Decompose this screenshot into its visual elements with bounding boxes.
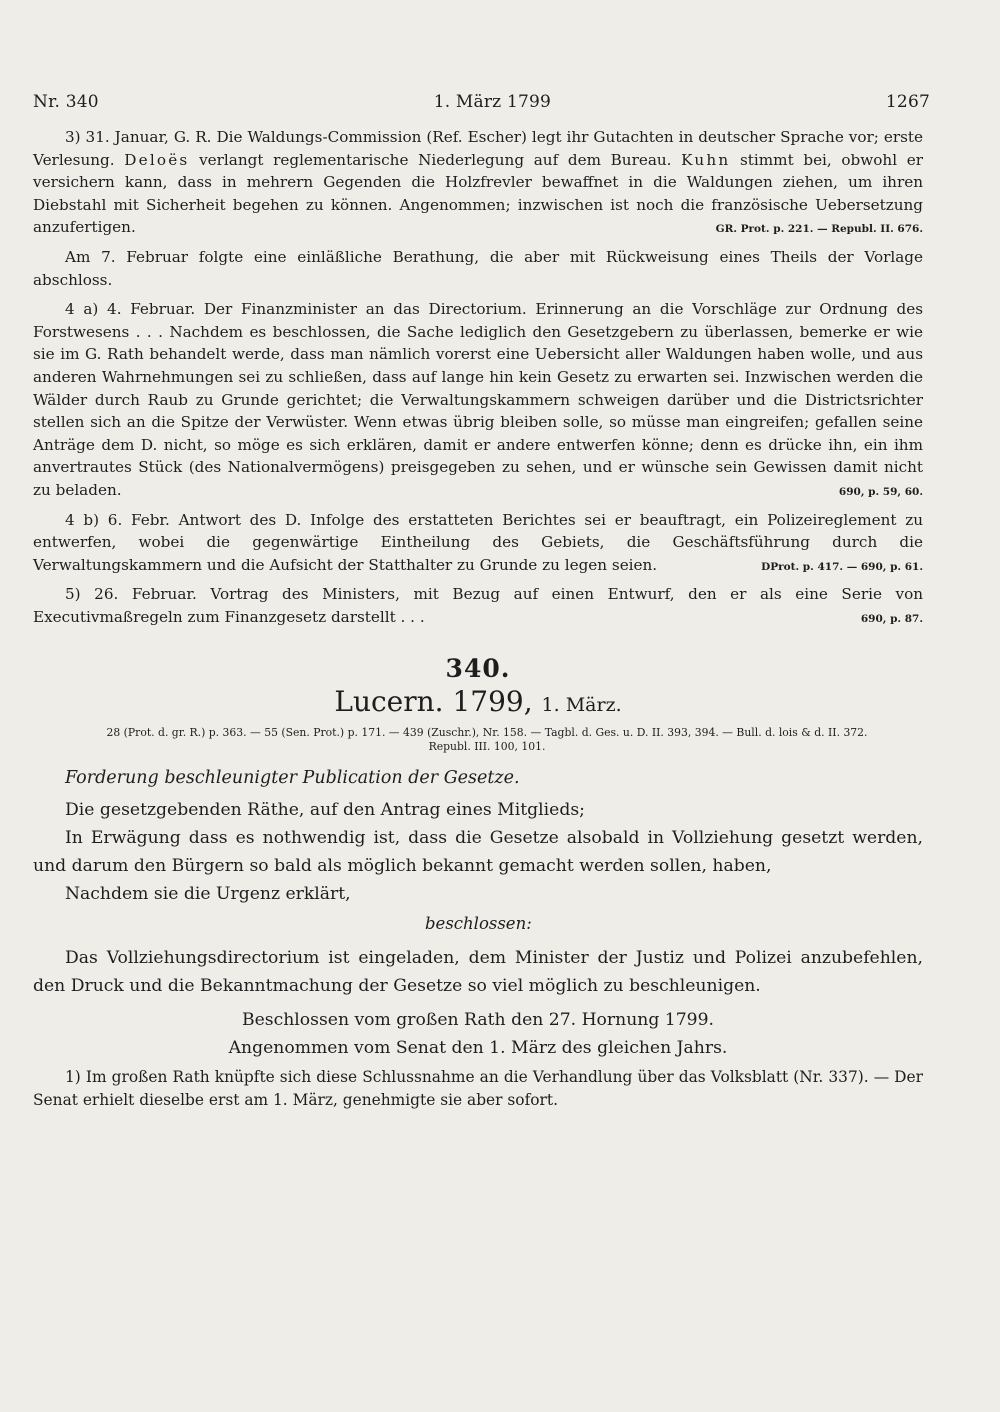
footnote-text: 1) Im großen Rath knüpfte sich diese Schlussnahme an die Verhandlung über das Volksblatt (Nr. 337). — Der Senat erhielt dieselbe erst am 1. März, genehmigte sie aber sofort. xyxy=(33,1068,923,1110)
entry-5 xyxy=(33,583,923,628)
page-body xyxy=(33,126,923,1112)
entry-3-name-deloes: Deloës xyxy=(124,150,190,169)
decree-urgency: Nachdem sie die Urgenz erklärt, xyxy=(65,884,351,905)
entry-5-text: 5) 26. Februar. Vortrag des Ministers, mit Bezug auf einen Entwurf, den er als eine Serie von Executivmaßregeln zum Finanzgesetz darstellt . . . xyxy=(33,585,923,626)
sources-line-2: Republ. III. 100, 101. xyxy=(428,740,546,754)
decree-body xyxy=(33,796,923,1062)
decree-text: Das Vollziehungsdirectorium ist eingeladen, dem Minister der Justiz und Polizei anzubefehlen, den Druck und die Bekanntmachung der Gesetze so viel möglich zu beschleunigen. xyxy=(33,948,923,997)
source-references xyxy=(51,726,923,754)
entry-4a-reference: 690, p. 59, 60. xyxy=(838,485,923,498)
decree-intro: Die gesetzgebenden Räthe, auf den Antrag eines Mitglieds; xyxy=(65,800,585,821)
document-number: 340. xyxy=(445,654,511,684)
header-number: Nr. 340 xyxy=(33,92,99,112)
document-place-date xyxy=(33,685,923,718)
document-day: 1. März. xyxy=(541,694,622,717)
entry-5-reference: 690, p. 87. xyxy=(860,612,923,625)
decree-resolved: beschlossen: xyxy=(425,914,532,934)
entry-4b-reference: DProt. p. 417. — 690, p. 61. xyxy=(761,560,923,573)
decree-passed-grc: Beschlossen vom großen Rath den 27. Hornung 1799. xyxy=(241,1010,715,1031)
entry-3-text-c: stimmt bei, obwohl er versichern kann, dass in mehrern Gegenden die Holzfrevler bewaffnet in die Waldungen ziehen, um ihren Diebstahl mit Sicherheit begehen zu können. Angenommen; inzwischen ist noch die französische Uebersetzung anzufertigen. xyxy=(33,150,923,237)
entry-3-reference: GR. Prot. p. 221. — Republ. II. 676. xyxy=(715,223,923,236)
entry-3-continuation: Am 7. Februar folgte eine einläßliche Berathung, die aber mit Rückweisung eines Theils der Vorlage abschloss. xyxy=(33,247,923,289)
entry-3-name-kuhn: Kuhn xyxy=(681,150,731,169)
document-title: Forderung beschleunigter Publication der Gesetze. xyxy=(65,768,520,789)
entry-3 xyxy=(33,126,923,239)
decree-passed-senate: Angenommen vom Senat den 1. März des gleichen Jahrs. xyxy=(228,1038,728,1059)
decree-consideration: In Erwägung dass es nothwendig ist, dass die Gesetze alsobald in Vollziehung gesetzt werden, und darum den Bürgern so bald als möglich bekannt gemacht werden sollen, haben, xyxy=(33,828,923,877)
footnote xyxy=(33,1066,923,1112)
header-page-number: 1267 xyxy=(885,92,930,112)
entry-4b xyxy=(33,509,923,577)
entry-4a-text: 4 a) 4. Februar. Der Finanzminister an das Directorium. Erinnerung an die Vorschläge zur Ordnung des Forstwesens . . . Nachdem es beschlossen, die Sache lediglich den Gesetzgebern zu überlassen, bemerke er wie sie im G. Rath behandelt werde, dass man nämlich vorerst eine Uebersicht aller Waldungen haben wolle, und aus anderen Wahrnehmungen sei zu schließen, dass auf lange hin kein Gesetz zu erwarten sei. Inzwischen werden die Wälder durch Raub zu Grunde gerichtet; die Verwaltungskammern schweigen darüber und die Districtsrichter stellen sich an die Spitze der Verwüster. Wenn etwas übrig bleiben solle, so müsse man eingreifen; gefallen seine Anträge dem D. nicht, so möge es sich erklären, damit er andere entwerfen könne; denn es drücke ihn, ein ihm anvertrautes Stück (des Nationalvermögens) preisgegeben zu sehen, und er wünsche sein Gewissen damit nicht zu beladen. xyxy=(33,300,923,499)
entry-4b-text: 4 b) 6. Febr. Antwort des D. Infolge des erstatteten Berichtes sei er beauftragt, ein Polizeireglement zu entwerfen, wobei die gegenwärtige Eintheilung des Gebiets, die Geschäftsführung durch die Verwaltungskammern und die Aufsicht der Statthalter zu Grunde zu legen seien. xyxy=(33,510,923,574)
sources-line-1: 28 (Prot. d. gr. R.) p. 363. — 55 (Sen. Prot.) p. 171. — 439 (Zuschr.), Nr. 158. — Tagbl. d. Ges. u. D. II. 393, 394. — Bull. d. lois & d. II. 372. xyxy=(106,726,868,740)
entry-3-text-a: 3) 31. Januar, G. R. Die Waldungs-Commission (Ref. Escher) legt ihr Gutachten in deutscher Sprache vor; erste Verlesung. xyxy=(33,128,923,169)
page-header xyxy=(33,92,930,112)
header-date: 1. März 1799 xyxy=(433,92,552,112)
entry-3-text-b: verlangt reglementarische Niederlegung auf dem Bureau. xyxy=(189,150,682,169)
document-place-year: Lucern. 1799, xyxy=(334,685,533,719)
entry-4a xyxy=(33,298,923,501)
